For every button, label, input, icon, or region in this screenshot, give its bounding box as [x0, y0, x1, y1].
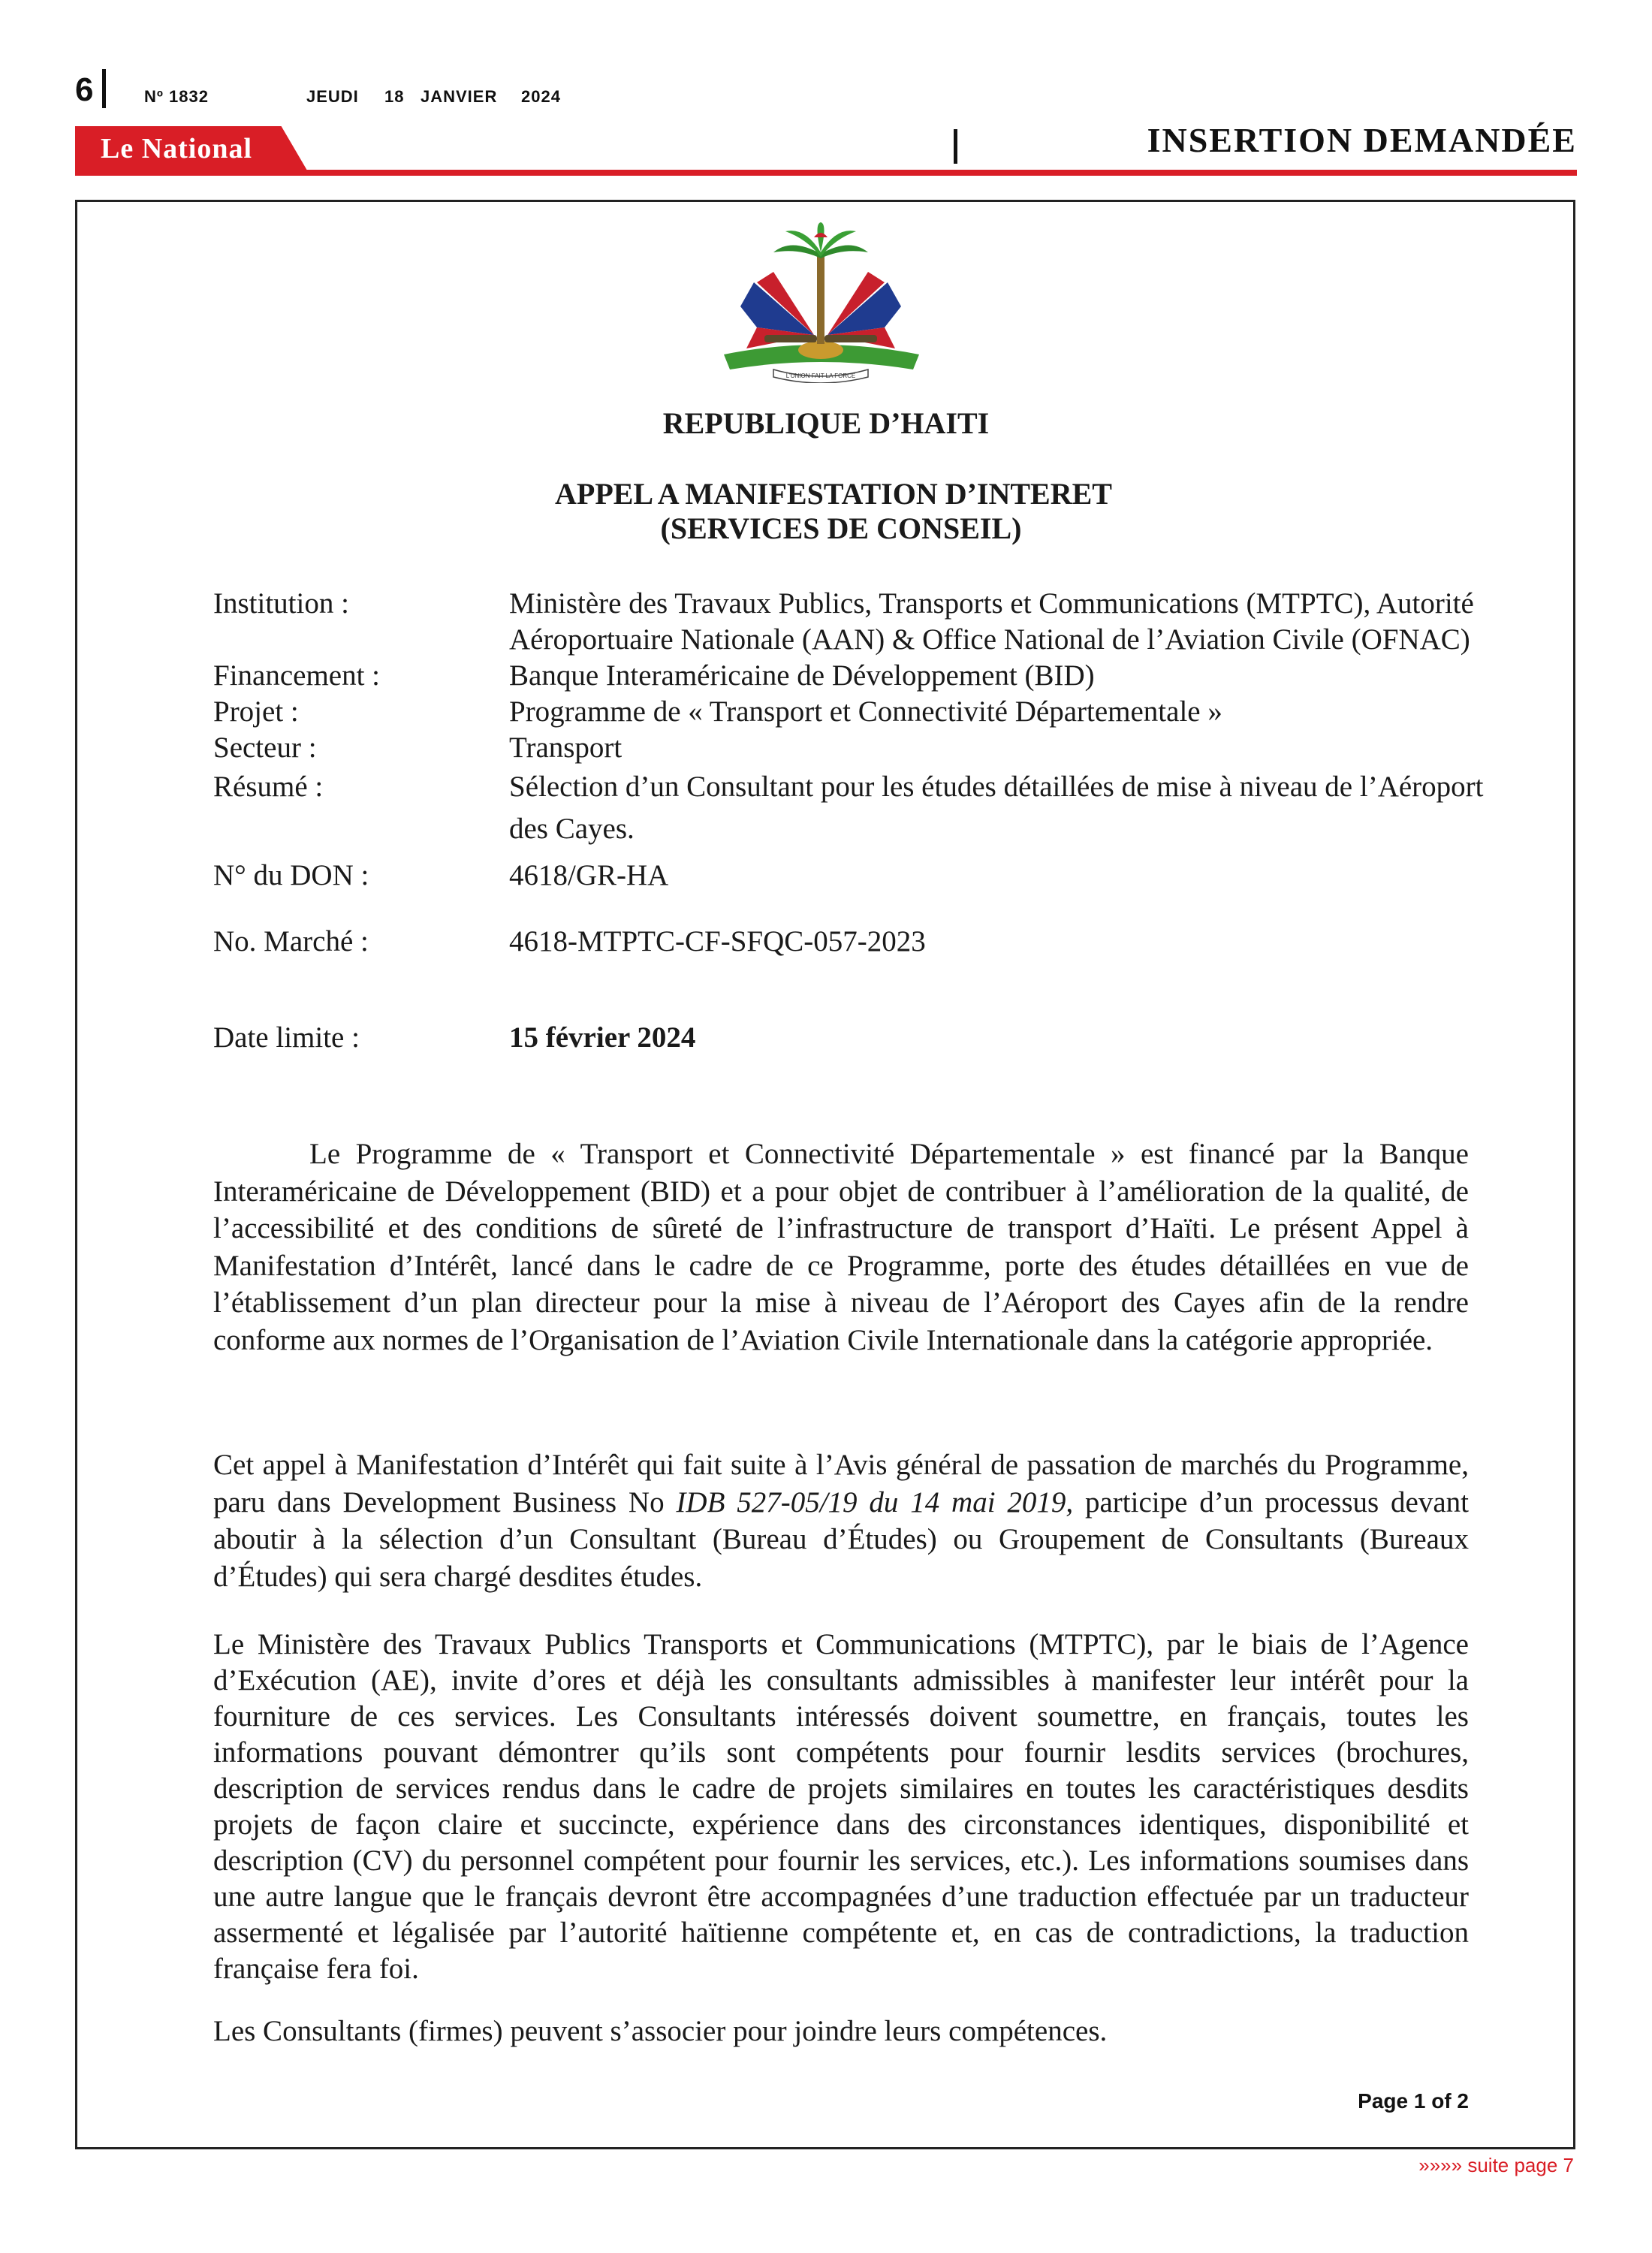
field-label: Financement : — [213, 659, 381, 692]
country-heading: REPUBLIQUE D’HAITI — [662, 406, 990, 440]
field-resume — [213, 766, 1490, 850]
paragraph-association: Les Consultants (firmes) peuvent s’associer pour joindre leurs compétences. — [213, 2015, 1108, 2047]
paragraph-invitation: Le Ministère des Travaux Publics Transports et Communications (MTPTC), par le biais de l’Agence d’Exécution (AE), invite d’ores et déjà les consultants admissibles à manifester leur intérêt pour la fourniture de ces services. Les Consultants intéressés doivent soumettre, en français, toutes les informations pouvant démontrer qu’ils sont compétents pour fournir lesdits services (brochures, description de services rendus dans le cadre de projets similaires en toutes les caractéristiques desdits projets de façon claire et succincte, expérience dans des circonstances identiques, disponibilité et description (CV) du personnel compétent pour fournir les services, etc.). Les informations soumises dans une autre langue que le français devront être accompagnées d’une traduction effectuée par un traducteur assermenté et légalisée par l’autorité haïtienne compétente et, en cas de contradictions, la traduction française fera foi. — [213, 1628, 1469, 1985]
field-value: Sélection d’un Consultant pour les études détaillées de mise à niveau de l’Aéroport des Cayes. — [509, 771, 1484, 845]
notice-title: APPEL A MANIFESTATION D’INTERET — [555, 477, 1112, 511]
field-secteur — [213, 730, 1490, 766]
field-value: Transport — [509, 731, 623, 764]
field-label: Projet : — [213, 695, 299, 728]
emblem-motto: L'UNION FAIT LA FORCE — [785, 372, 856, 379]
field-institution — [213, 586, 1490, 658]
field-date-limite — [213, 1020, 1490, 1056]
field-projet — [213, 694, 1490, 730]
paragraph-avis-end: participe d’un processus devant aboutir à la sélection d’un Consultant (Bureau d’Études) ou Groupement de Consultants (Bureaux d’Études) qui sera chargé desdites études. — [213, 1485, 1469, 1593]
field-value: 4618-MTPTC-CF-SFQC-057-2023 — [509, 925, 926, 958]
paragraph-avis — [213, 1446, 1469, 1595]
issue-number: Nº 1832 — [144, 87, 209, 106]
header-separator — [954, 129, 957, 164]
notice-subtitle: (SERVICES DE CONSEIL) — [660, 511, 1022, 545]
field-value: Programme de « Transport et Connectivité Départementale » — [509, 695, 1222, 728]
field-financement — [213, 658, 1490, 694]
field-label: Institution : — [213, 587, 349, 620]
section-title: INSERTION DEMANDÉE — [1147, 121, 1577, 159]
field-don — [213, 858, 1490, 894]
issue-weekday: JEUDI — [306, 87, 359, 106]
paragraph-programme: Le Programme de « Transport et Connectivité Départementale » est financé par la Banque Interaméricaine de Développement (BID) et a pour objet de contribuer à l’amélioration de la qualité, de l’accessibilité et des conditions de sûreté de l’infrastructure de transport d’Haïti. Le présent Appel à Manifestation d’Intérêt, lancé dans le cadre de ce Programme, porte des études détaillées en vue de l’établissement d’un plan directeur pour la mise à niveau de l’Aéroport des Cayes afin de la rendre conforme aux normes de l’Organisation de l’Aviation Civile Internationale dans la catégorie appropriée. — [213, 1138, 1469, 1356]
issue-day: 18 — [384, 87, 405, 106]
field-marche — [213, 924, 1490, 960]
haiti-coat-of-arms-icon — [701, 222, 940, 383]
field-value: Ministère des Travaux Publics, Transports et Communications (MTPTC), Autorité Aéroportuaire Nationale (AAN) & Office National de l’Aviation Civile (OFNAC) — [509, 587, 1474, 656]
header-rule — [75, 170, 1577, 176]
newspaper-brand: Le National — [101, 133, 253, 164]
notice-fields — [213, 586, 1490, 1056]
newspaper-header — [0, 0, 1652, 180]
issue-month: JANVIER — [421, 87, 498, 106]
paragraph-avis-start: Cet appel à Manifestation d’Intérêt qui fait suite à l’Avis général de passation de marchés du Programme, paru dans Development Business No — [213, 1449, 1469, 1519]
field-label: N° du DON : — [213, 859, 369, 891]
field-value: 4618/GR-HA — [509, 859, 669, 891]
field-label: Résumé : — [213, 771, 324, 803]
deadline-value: 15 février 2024 — [509, 1021, 696, 1054]
field-value: Banque Interaméricaine de Développement (BID) — [509, 659, 1095, 692]
issue-year: 2024 — [521, 87, 561, 106]
publication-reference: IDB 527-05/19 du 14 mai 2019, — [676, 1485, 1074, 1519]
field-label: No. Marché : — [213, 925, 369, 958]
continued-link[interactable]: »»»» suite page 7 — [1418, 2154, 1574, 2176]
field-label: Date limite : — [213, 1021, 360, 1054]
page-number: 6 — [75, 71, 94, 108]
page-number-divider — [102, 69, 106, 108]
field-label: Secteur : — [213, 731, 317, 764]
page-indicator: Page 1 of 2 — [1358, 2089, 1469, 2113]
